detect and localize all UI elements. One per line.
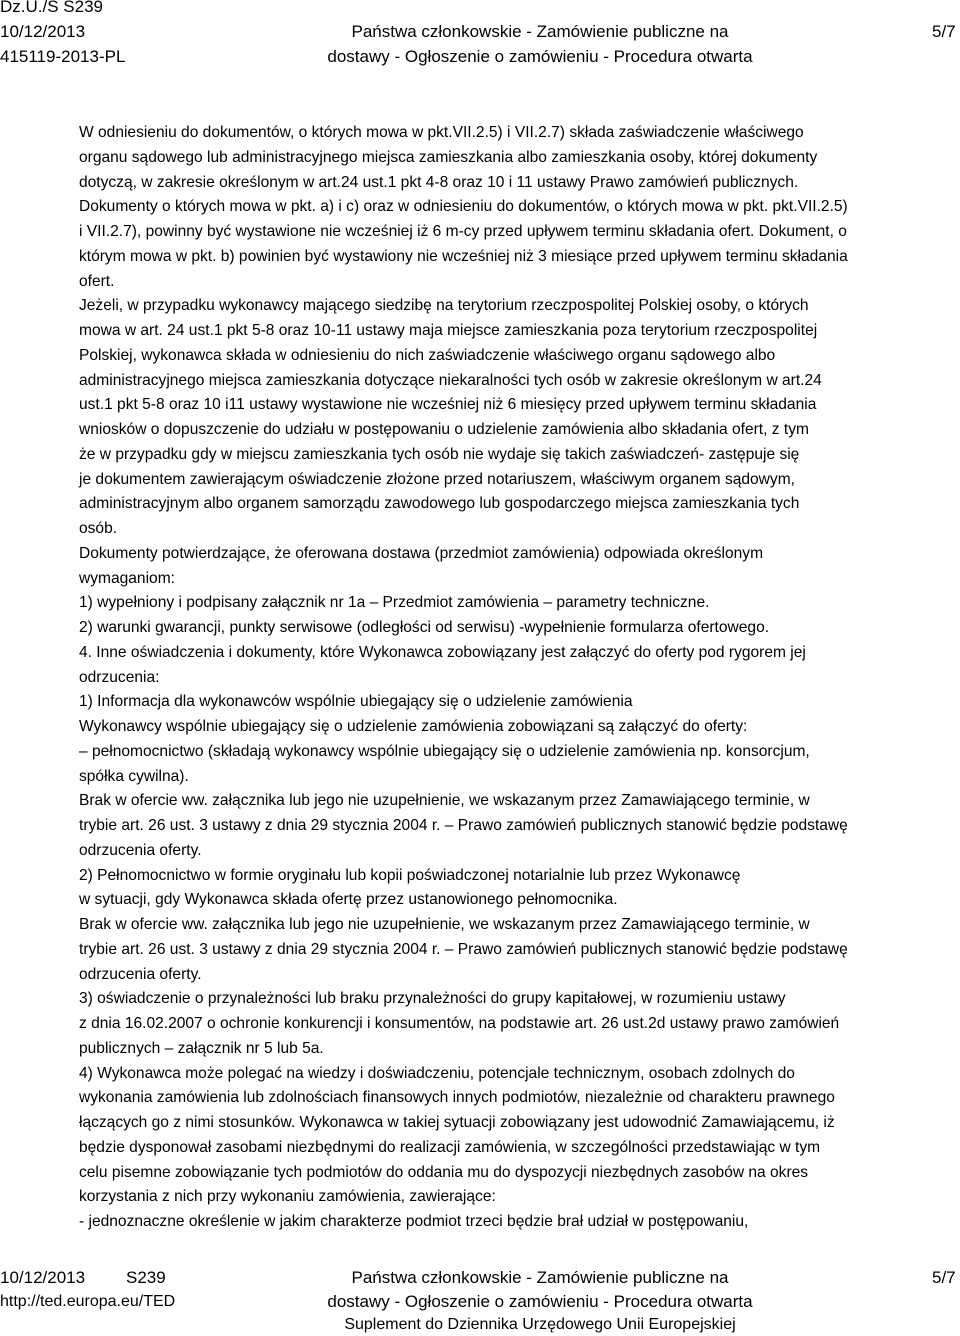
body-line: 2) warunki gwarancji, punkty serwisowe (odległości od serwisu) -wypełnienie formularza ofertowego. (79, 619, 770, 636)
body-line: w sytuacji, gdy Wykonawca składa ofertę przez ustanowionego pełnomocnika. (79, 891, 618, 909)
body-line: którym mowa w pkt. b) powinien być wystawiony nie wcześniej niż 3 miesiące przed upływem terminu składania (79, 247, 848, 265)
footer-date: 10/12/2013 (0, 1268, 86, 1287)
body-line: łączących go z nimi stosunków. Wykonawca w takiej sytuacji zobowiązany jest udowodnić Zamawiającemu, iż (79, 1114, 835, 1131)
body-line: ust.1 pkt 5-8 oraz 10 i11 ustawy wystawione nie wcześniej niż 6 miesięcy przed upływem terminu składania (79, 396, 817, 414)
footer-title-line2: dostawy - Ogłoszenie o zamówieniu - Procedura otwarta (327, 1292, 753, 1311)
body-line: trybie art. 26 ust. 3 ustawy z dnia 29 stycznia 2004 r. – Prawo zamówień publicznych stanowić będzie podstawę (79, 817, 848, 834)
footer-url[interactable]: http://ted.europa.eu/TED (0, 1293, 176, 1310)
body-line: będzie dysponował zasobami niezbędnymi do realizacji zamówienia, w szczególności przedstawiając w tym (79, 1138, 821, 1156)
body-line: wniosków o dopuszczenie do udziału w postępowaniu o udzielenie zamówienia albo składania ofert, z tym (79, 421, 809, 438)
body-line: że w przypadku gdy w miejscu zamieszkania tych osób nie wydaje się takich zaświadczeń- zastępuje się (79, 445, 800, 463)
body-line: korzystania z nich przy wykonaniu zamówienia, zawierające: (79, 1188, 496, 1206)
body-line: je dokumentem zawierającym oświadczenie złożone przed notariuszem, właściwym organem sądowym, (79, 470, 795, 488)
body-line: trybie art. 26 ust. 3 ustawy z dnia 29 stycznia 2004 r. – Prawo zamówień publicznych stanowić będzie podstawę (79, 940, 848, 958)
body-line: Polskiej, wykonawca składa w odniesieniu do nich zaświadczenie właściwego organu sądowego albo (79, 346, 776, 364)
body-line: wymaganiom: (79, 569, 175, 587)
footer-title-line1: Państwa członkowskie - Zamówienie publiczne na (351, 1268, 729, 1287)
body-line: 4) Wykonawca może polegać na wiedzy i doświadczeniu, potencjale technicznym, osobach zdolnych do (79, 1064, 795, 1082)
body-line: Dokumenty potwierdzające, że oferowana dostawa (przedmiot zamówienia) odpowiada określonym (79, 544, 764, 562)
body-line: spółka cywilna). (79, 767, 189, 785)
footer-title-line3: Suplement do Dziennika Urzędowego Unii Europejskiej (344, 1316, 736, 1333)
body-line: 1) Informacja dla wykonawców wspólnie ubiegający się o udzielenie zamówienia (79, 693, 633, 711)
body-line: odrzucenia: (79, 668, 160, 686)
body-line: ofert. (79, 272, 115, 290)
header-page-number: 5/7 (932, 22, 956, 41)
body-line: 1) wypełniony i podpisany załącznik nr 1a – Przedmiot zamówienia – parametry techniczne. (79, 594, 710, 612)
body-line: Jeżeli, w przypadku wykonawcy mającego siedzibę na terytorium rzeczpospolitej Polskiej osoby, o których (79, 297, 809, 315)
body-line: dotyczą, w zakresie określonym w art.24 ust.1 pkt 4-8 oraz 10 i 11 ustawy Prawo zamówień publicznych. (79, 173, 799, 191)
body-line: odrzucenia oferty. (79, 965, 202, 983)
body-line: Brak w ofercie ww. załącznika lub jego nie uzupełnienie, we wskazanym przez Zamawiającego terminie, w (79, 916, 810, 933)
body-line: Wykonawcy wspólnie ubiegający się o udzielenie zamówienia zobowiązani są załączyć do oferty: (79, 718, 748, 735)
body-line: W odniesieniu do dokumentów, o których mowa w pkt.VII.2.5) i VII.2.7) składa zaświadczenie właściwego (79, 124, 804, 141)
header-date: 10/12/2013 (0, 22, 86, 41)
body-line: organu sądowego lub administracyjnego miejsca zamieszkania albo zamieszkania osoby, której dokumenty (79, 148, 818, 166)
body-line: 2) Pełnomocnictwo w formie oryginału lub kopii poświadczonej notarialnie lub przez Wykonawcę (79, 866, 741, 884)
body-line: 3) oświadczenie o przynależności lub braku przynależności do grupy kapitałowej, w rozumieniu ustawy (79, 990, 786, 1008)
body-line: osób. (79, 520, 118, 537)
footer-series: S239 (126, 1268, 166, 1287)
body-line: 4. Inne oświadczenia i dokumenty, które Wykonawca zobowiązany jest załączyć do oferty pod rygorem jej (79, 643, 806, 661)
body-line: administracyjnym albo organem samorządu zawodowego lub gospodarczego miejsca zamieszkania tych (79, 495, 800, 513)
body-line: wykonania zamówienia lub zdolnościach finansowych innych podmiotów, niezależnie od charakteru prawnego (79, 1089, 835, 1107)
body-line: mowa w art. 24 ust.1 pkt 5-8 oraz 10-11 ustawy maja miejsce zamieszkania poza terytorium rzeczpospolitej (79, 322, 818, 339)
journal-reference: Dz.U./S S239 (0, 0, 103, 16)
footer-page-number: 5/7 (932, 1268, 956, 1287)
body-line: Dokumenty o których mowa w pkt. a) i c) oraz w odniesieniu do dokumentów, o których mowa w pkt. pkt.VII.2.5) (79, 198, 848, 216)
body-line: i VII.2.7), powinny być wystawione nie wcześniej iż 6 m-cy przed upływem terminu składania ofert. Dokument, o (79, 223, 847, 240)
header-title-line2: dostawy - Ogłoszenie o zamówieniu - Procedura otwarta (327, 47, 753, 66)
body-line: odrzucenia oferty. (79, 841, 202, 859)
body-line: z dnia 16.02.2007 o ochronie konkurencji i konsumentów, na podstawie art. 26 ust.2d ustawy prawo zamówień (79, 1015, 840, 1032)
body-line: celu pisemne zobowiązanie tych podmiotów do oddania mu do dyspozycji niezbędnych zasobów na okres (79, 1163, 809, 1181)
document-body (79, 121, 959, 1235)
header-title-line1: Państwa członkowskie - Zamówienie publiczne na (351, 22, 729, 41)
body-line: publicznych – załącznik nr 5 lub 5a. (79, 1039, 324, 1057)
body-line: administracyjnego miejsca zamieszkania dotyczące niekaralności tych osób w zakresie określonym w art.24 (79, 371, 822, 389)
body-line: - jednoznaczne określenie w jakim charakterze podmiot trzeci będzie brał udział w postępowaniu, (79, 1213, 749, 1230)
body-line: – pełnomocnictwo (składają wykonawcy wspólnie ubiegający się o udzielenie zamówienia np. konsorcjum, (79, 742, 810, 760)
header-doc-id: 415119-2013-PL (0, 47, 126, 66)
body-line: Brak w ofercie ww. załącznika lub jego nie uzupełnienie, we wskazanym przez Zamawiającego terminie, w (79, 792, 810, 810)
